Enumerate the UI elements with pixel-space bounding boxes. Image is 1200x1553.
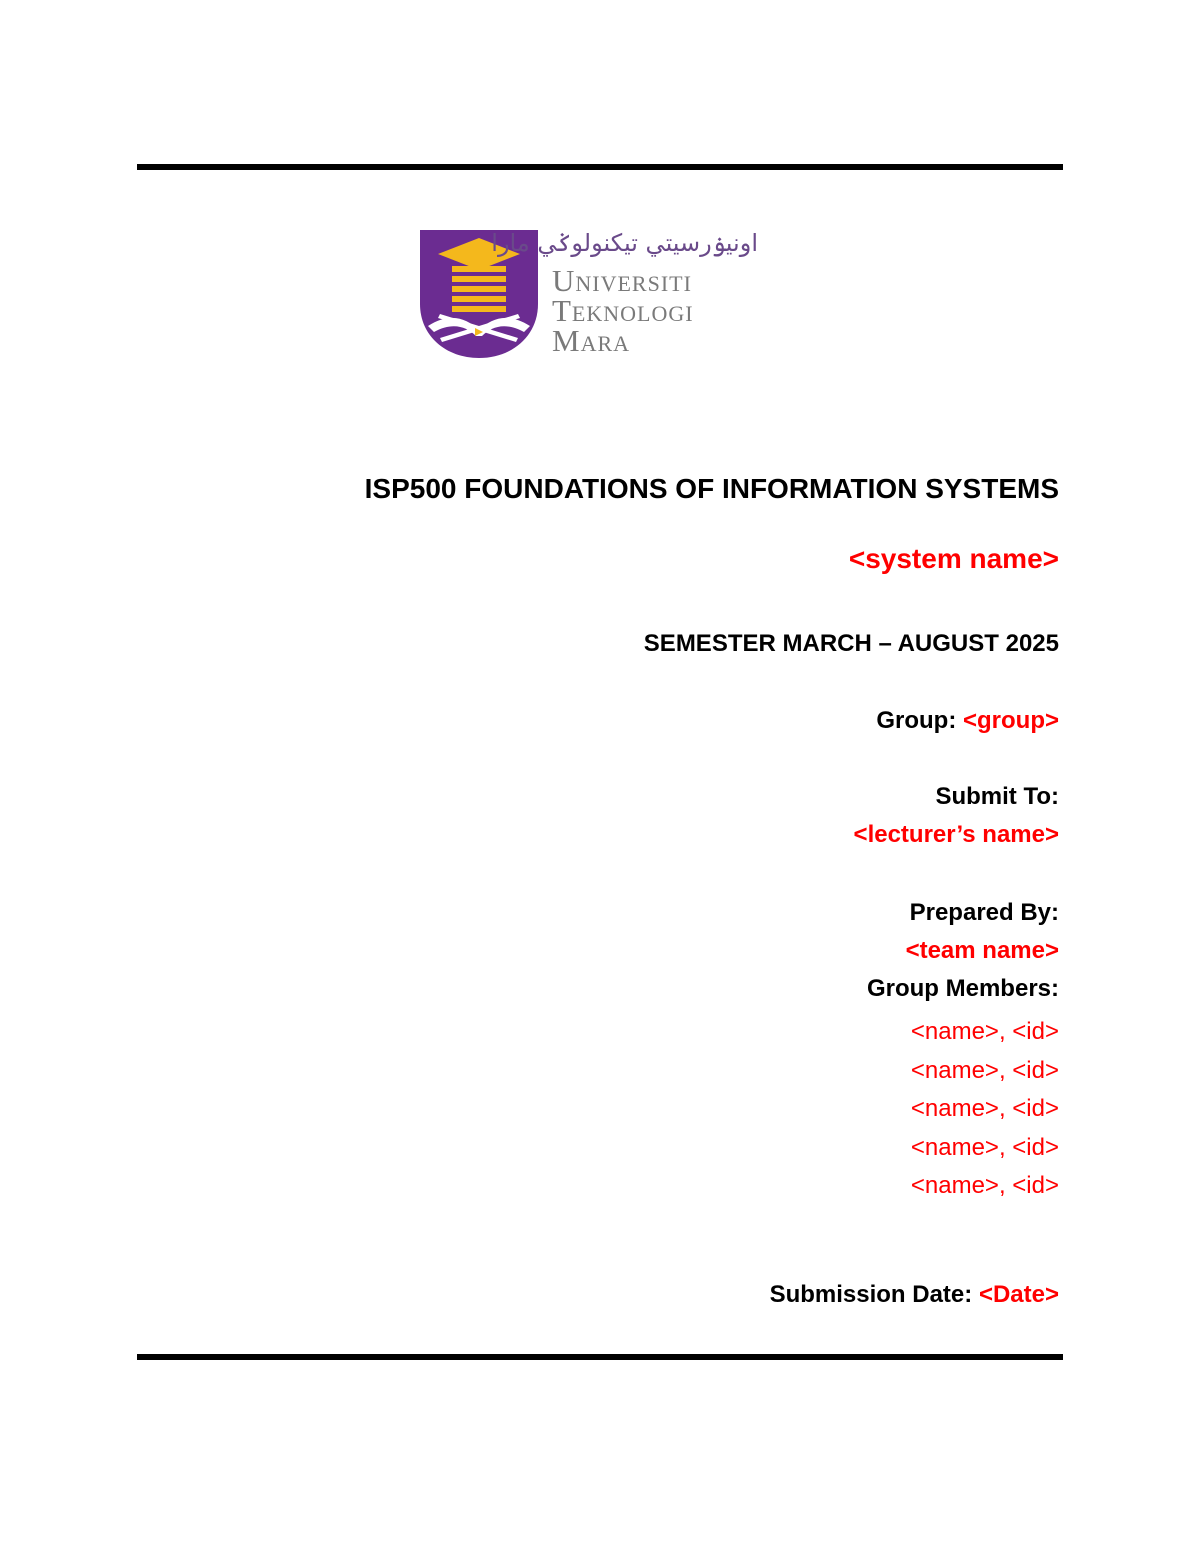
semester-line: SEMESTER MARCH – AUGUST 2025 xyxy=(643,630,1059,657)
uitm-logo xyxy=(420,226,760,358)
logo-line-mara: Mara xyxy=(552,323,631,358)
uitm-wordmark xyxy=(491,226,762,358)
group-members-list xyxy=(911,1013,1059,1206)
bottom-divider xyxy=(137,1354,1063,1360)
member-entry: <name>, <id> xyxy=(910,1133,1059,1161)
group-members-label: Group Members: xyxy=(866,975,1059,1002)
group-line xyxy=(876,707,1059,735)
group-label: Group: xyxy=(876,707,963,734)
prepared-by-label: Prepared By: xyxy=(909,899,1059,926)
team-name-placeholder: <team name> xyxy=(905,937,1059,964)
submission-date-line xyxy=(770,1281,1059,1309)
submission-date-placeholder: <Date> xyxy=(978,1281,1059,1308)
top-divider xyxy=(137,164,1063,170)
logo-line-universiti: Universiti xyxy=(552,263,692,298)
logo-jawi-script: اونيۏرسيتي تيکنولوݢي مارا xyxy=(491,229,758,257)
submit-to-label: Submit To: xyxy=(935,783,1059,810)
member-entry: <name>, <id> xyxy=(910,1056,1059,1084)
logo-line-teknologi: Teknologi xyxy=(552,293,694,328)
submission-date-label: Submission Date: xyxy=(769,1281,979,1308)
member-entry: <name>, <id> xyxy=(910,1172,1059,1199)
course-title: ISP500 FOUNDATIONS OF INFORMATION SYSTEMS xyxy=(364,473,1059,504)
member-entry: <name>, <id> xyxy=(910,1095,1059,1122)
lecturer-name-placeholder: <lecturer’s name> xyxy=(853,821,1059,848)
group-placeholder: <group> xyxy=(962,707,1059,734)
member-entry: <name>, <id> xyxy=(910,1018,1059,1045)
system-name-placeholder: <system name> xyxy=(848,543,1059,574)
